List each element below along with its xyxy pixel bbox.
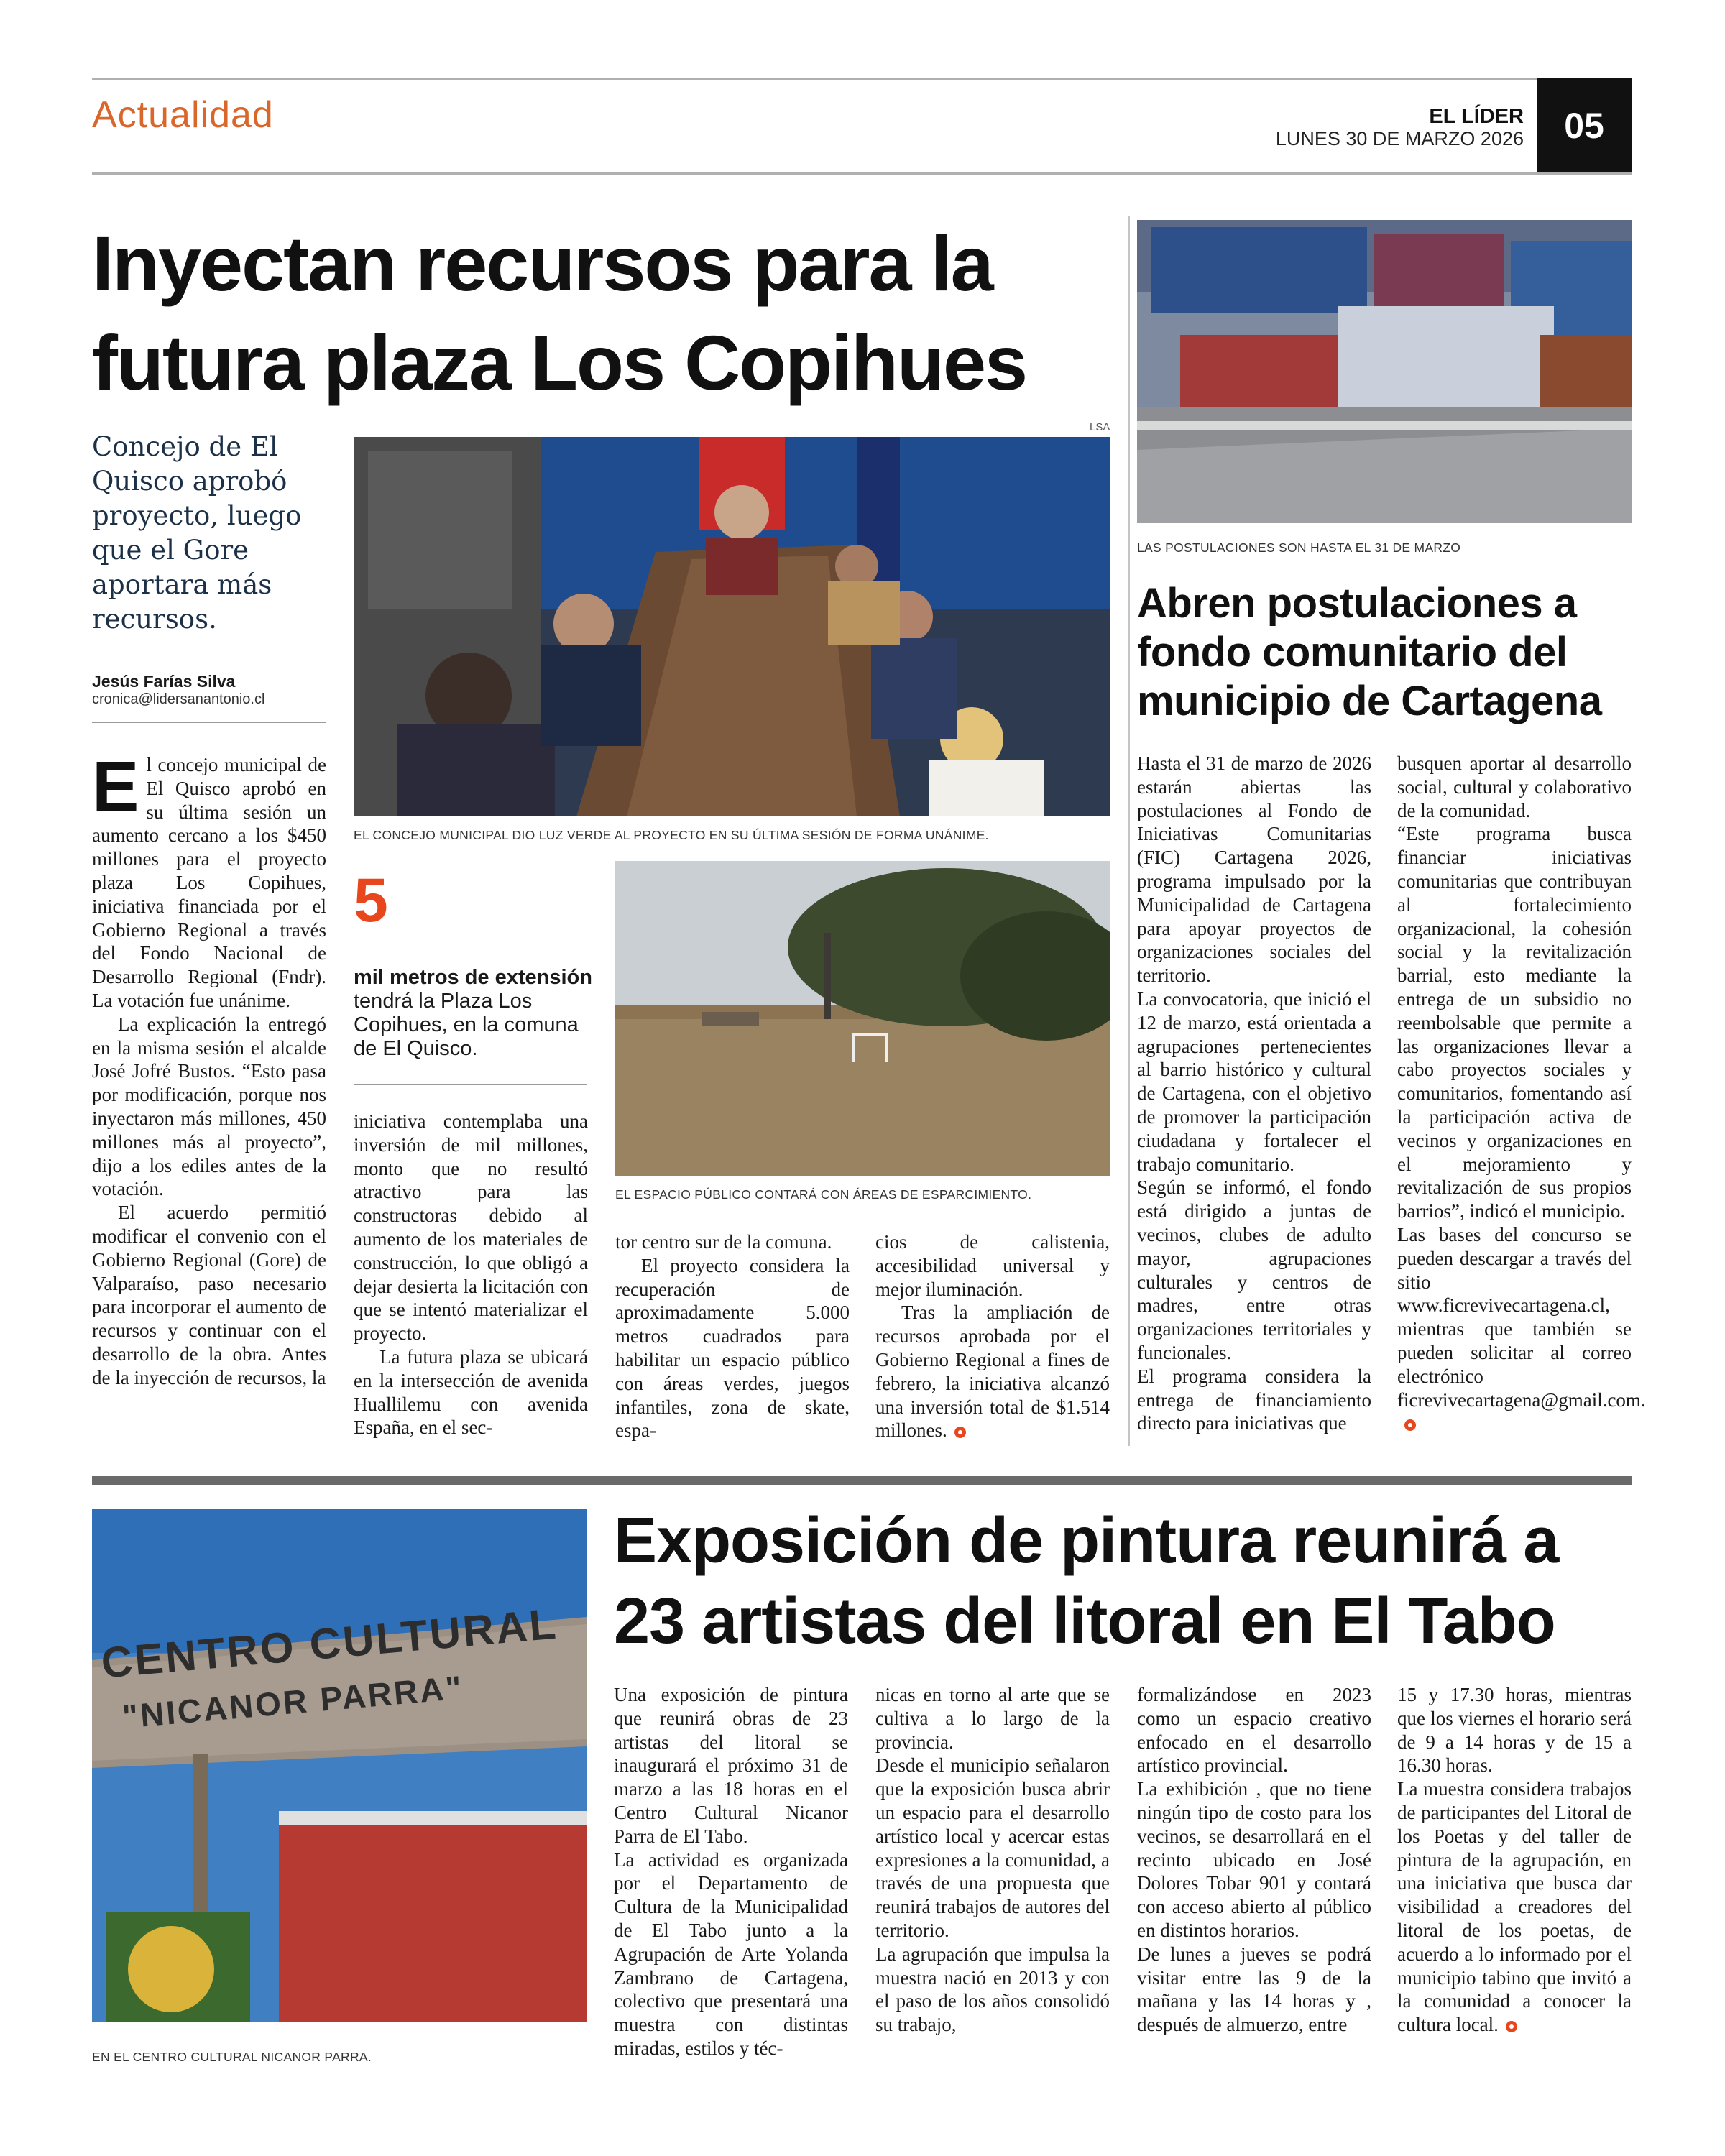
story3-col1-p1: Una exposición de pintura que reunirá obras de 23 artistas del litoral se inaugurará el próximo 31 de marzo a las 18 horas en el Centro Cultural Nicanor Parra de El Tabo. bbox=[614, 1684, 848, 1847]
author-rule bbox=[92, 722, 326, 723]
story2-column2 bbox=[1397, 752, 1646, 1449]
story2-col1-p2: La convocatoria, que inició el 12 de marzo, está orientada a agrupaciones pertenecientes al barrio histórico y cultural de Cartagena, con el objetivo de promover la participación ciudadana y fortalecer el trabajo comunitario. bbox=[1137, 987, 1371, 1175]
cartagena-illustration bbox=[1137, 220, 1632, 523]
issue-date: LUNES 30 DE MARZO 2026 bbox=[1275, 128, 1524, 149]
story1-headline-line2: futura plaza Los Copihues bbox=[92, 319, 1027, 406]
header-bottom-rule bbox=[92, 172, 1632, 175]
story1-col1-p2: La explicación la entregó en la misma sesión el alcalde José Jofré Bustos. “Esto pasa por modificación, porque nos inyectaron más millones, 450 millones más al proyecto”, dijo a los ediles antes de la votación. bbox=[92, 1013, 326, 1200]
council-meeting-illustration bbox=[354, 437, 1110, 816]
photo-credit: LSA bbox=[1090, 421, 1110, 433]
story1-col2-p2: La futura plaza se ubicará en la intersección de avenida Huallilemu con avenida España, en el sec- bbox=[354, 1345, 588, 1439]
story1-column1 bbox=[92, 747, 326, 1450]
stat-description bbox=[354, 966, 594, 1061]
story1-column3 bbox=[615, 1230, 850, 1446]
photo2-caption: EL ESPACIO PÚBLICO CONTARÁ CON ÁREAS DE ESPARCIMIENTO. bbox=[615, 1187, 1032, 1202]
field-photo bbox=[615, 861, 1110, 1176]
story2-col1-p3: Según se informó, el fondo está dirigido a juntas de vecinos, clubes de adulto mayor, agrupaciones culturales y centros de madres, entre otras organizaciones territoriales y funcionales. bbox=[1137, 1176, 1371, 1363]
story3-col2-p2: Desde el municipio señalaron que la exposición busca abrir un espacio para el desarrollo artístico local y acercar estas expresiones a la comunidad, a través de una propuesta que reunirá trabajos de autores del territorio. bbox=[875, 1754, 1110, 1941]
stat-text: tendrá la Plaza Los Copihues, en la comuna de El Quisco. bbox=[354, 990, 579, 1060]
story2-col2-p1: busquen aportar al desarrollo social, cultural y colaborativo de la comunidad. bbox=[1397, 752, 1632, 821]
story3-col4-p1: 15 y 17.30 horas, mientras que los viernes el horario será de 9 a 14 horas y de 15 a 16.30 horas. bbox=[1397, 1684, 1632, 1777]
story1-author-email: cronica@lidersanantonio.cl bbox=[92, 691, 265, 707]
story3-column2 bbox=[875, 1683, 1110, 2143]
story3-col4-p2-text: La muestra considera trabajos de participantes del Litoral de los Poetas y del taller de pintura de la agrupación, en una iniciativa que busca dar visibilidad a creadores del litoral de los poetas, de acuerdo a lo informado por el municipio tabino que invitó a la comunidad a conocer la cultura local. bbox=[1397, 1778, 1632, 2036]
story2-col2-p3 bbox=[1397, 1223, 1646, 1435]
story1-author: Jesús Farías Silva bbox=[92, 672, 236, 691]
stat-rule bbox=[354, 1084, 587, 1085]
story2-col2-p2: “Este programa busca financiar iniciativas comunitarias que contribuyan al fortalecimiento organizacional, la cohesión social y la revitalización barrial, esto mediante la entrega de un subsidio no reembolsable que permite a las organizaciones llevar a cabo proyectos sociales y comunitarios, fomentando así la participación activa de vecinos y organizaciones en el mejoramiento y revitalización de sus propios barrios”, indicó el municipio. bbox=[1397, 823, 1632, 1222]
story1-col2-p1: iniciativa contemplaba una inversión de mil millones, monto que no resultó atractivo para las constructoras debido al aumento de los materiales de construcción, lo que obligó a dejar desierta la licitación con que se intentó materializar el proyecto. bbox=[354, 1110, 588, 1345]
story2-col1-p4: El programa considera la entrega de financiamiento directo para iniciativas que bbox=[1137, 1365, 1371, 1434]
story3-column3 bbox=[1137, 1683, 1371, 2143]
story3-end-mark-icon bbox=[1506, 2021, 1517, 2032]
story1-col3-p1: tor centro sur de la comuna. bbox=[615, 1231, 832, 1253]
field-illustration bbox=[615, 861, 1110, 1176]
sign-line1: CENTRO CULTURAL bbox=[99, 1599, 560, 1687]
story1-deck: Concejo de El Quisco aprobó proyecto, luego que el Gore aportara más recursos. bbox=[92, 431, 302, 635]
story1-col1-p1: l concejo municipal de El Quisco aprobó en su última sesión un aumento cercano a los $450 millones para el proyecto plaza Los Copihues, iniciativa financiada por el Gobierno Regional a través del Fondo Nacional de Desarrollo Regional (Fndr). La votación fue unánime. bbox=[92, 754, 326, 1011]
story1-end-mark-icon bbox=[954, 1427, 966, 1438]
story2-headline: Abren postulaciones a fondo comunitario del municipio de Cartagena bbox=[1137, 580, 1602, 724]
story1-column4 bbox=[875, 1230, 1110, 1446]
story2-col1-p1: Hasta el 31 de marzo de 2026 estarán abiertas las postulaciones al Fondo de Iniciativas Comunitarias (FIC) Cartagena 2026, programa impulsado por la Municipalidad de Cartagena para apoyar proyectos de organizaciones sociales del territorio. bbox=[1137, 752, 1371, 987]
section-divider-bar bbox=[92, 1476, 1632, 1485]
story1-col4-p2-text: Tras la ampliación de recursos aprobada por el Gobierno Regional a fines de febrero, la iniciativa alcanzó una inversión total de $1.514 millones. bbox=[875, 1302, 1110, 1442]
story1-col4-p2 bbox=[875, 1301, 1110, 1442]
cultural-center-photo bbox=[92, 1509, 586, 2022]
council-meeting-photo bbox=[354, 437, 1110, 816]
story3-column4 bbox=[1397, 1683, 1632, 2143]
story1-headline bbox=[92, 214, 1127, 413]
sign-line2: "NICANOR PARRA" bbox=[121, 1668, 466, 1736]
cultural-center-illustration bbox=[92, 1509, 586, 2022]
story3-col2-p3: La agrupación que impulsa la muestra nació en 2013 y con el paso de los años consolidó su trabajo, bbox=[875, 1943, 1110, 2036]
story2-col2-p3-text: Las bases del concurso se pueden descargar a través del sitio www.ficrevivecartagena.cl, mientras que también se pueden solicitar al correo electrónico ficrevivecartagena@gmail.com. bbox=[1397, 1223, 1646, 1411]
story3-col3-p2: La exhibición , que no tiene ningún tipo de costo para los vecinos, se desarrollará en el recinto ubicado en José Dolores Tobar 901 y contará con acceso abierto al público en distintos horarios. bbox=[1137, 1778, 1371, 1941]
cartagena-photo bbox=[1137, 220, 1632, 523]
story1-col3-p2: El proyecto considera la recuperación de aproximadamente 5.000 metros cuadrados para habilitar un espacio público con áreas verdes, juegos infantiles, zona de skate, espa- bbox=[615, 1254, 850, 1442]
story2-photo-caption: LAS POSTULACIONES SON HASTA EL 31 DE MARZO bbox=[1137, 540, 1461, 555]
story3-headline-line1: Exposición de pintura reunirá a bbox=[614, 1505, 1559, 1577]
story1-col1-p3: El acuerdo permitió modificar el convenio con el Gobierno Regional (Gore) de Valparaíso, paso necesario para incorporar el aumento de recursos y continuar con el desarrollo de la obra. Antes de la inyección de recursos, la bbox=[92, 1202, 326, 1388]
story2-end-mark-icon bbox=[1404, 1419, 1416, 1431]
dropcap: E bbox=[92, 747, 139, 826]
story-divider-vertical bbox=[1128, 216, 1130, 1446]
photo1-caption: EL CONCEJO MUNICIPAL DIO LUZ VERDE AL PROYECTO EN SU ÚLTIMA SESIÓN DE FORMA UNÁNIME. bbox=[354, 828, 989, 842]
header-top-rule bbox=[92, 78, 1632, 80]
story3-col4-p2 bbox=[1397, 1777, 1632, 2037]
story3-column1 bbox=[614, 1683, 848, 2143]
newspaper-name: EL LÍDER bbox=[1429, 105, 1524, 128]
story3-col1-p2: La actividad es organizada por el Departamento de Cultura de la Municipalidad de El Tabo junto a la Agrupación de Arte Yolanda Zambrano de Cartagena, colectivo que presentará una muestra con distintas miradas, estilos y téc- bbox=[614, 1848, 848, 2059]
stat-number: 5 bbox=[354, 866, 388, 935]
story1-column2 bbox=[354, 1110, 588, 1447]
story3-headline bbox=[614, 1501, 1634, 1662]
stat-bold-text: mil metros de extensión bbox=[354, 966, 592, 989]
story3-col3-p3: De lunes a jueves se podrá visitar entre las 9 de la mañana y las 14 horas y , después de almuerzo, entre bbox=[1137, 1943, 1371, 2036]
story3-col2-p1: nicas en torno al arte que se cultiva a lo largo de la provincia. bbox=[875, 1684, 1110, 1753]
story2-column1 bbox=[1137, 752, 1371, 1449]
story3-headline-line2: 23 artistas del litoral en El Tabo bbox=[614, 1585, 1555, 1657]
page-number: 05 bbox=[1537, 78, 1632, 174]
story1-col4-p1: cios de calistenia, accesibilidad universal y mejor iluminación. bbox=[875, 1231, 1110, 1300]
story3-photo-caption: EN EL CENTRO CULTURAL NICANOR PARRA. bbox=[92, 2050, 372, 2064]
story3-col3-p1: formalizándose en 2023 como un espacio creativo enfocado en el desarrollo artístico provincial. bbox=[1137, 1684, 1371, 1777]
story1-headline-line1: Inyectan recursos para la bbox=[92, 220, 993, 307]
section-title: Actualidad bbox=[92, 94, 274, 136]
